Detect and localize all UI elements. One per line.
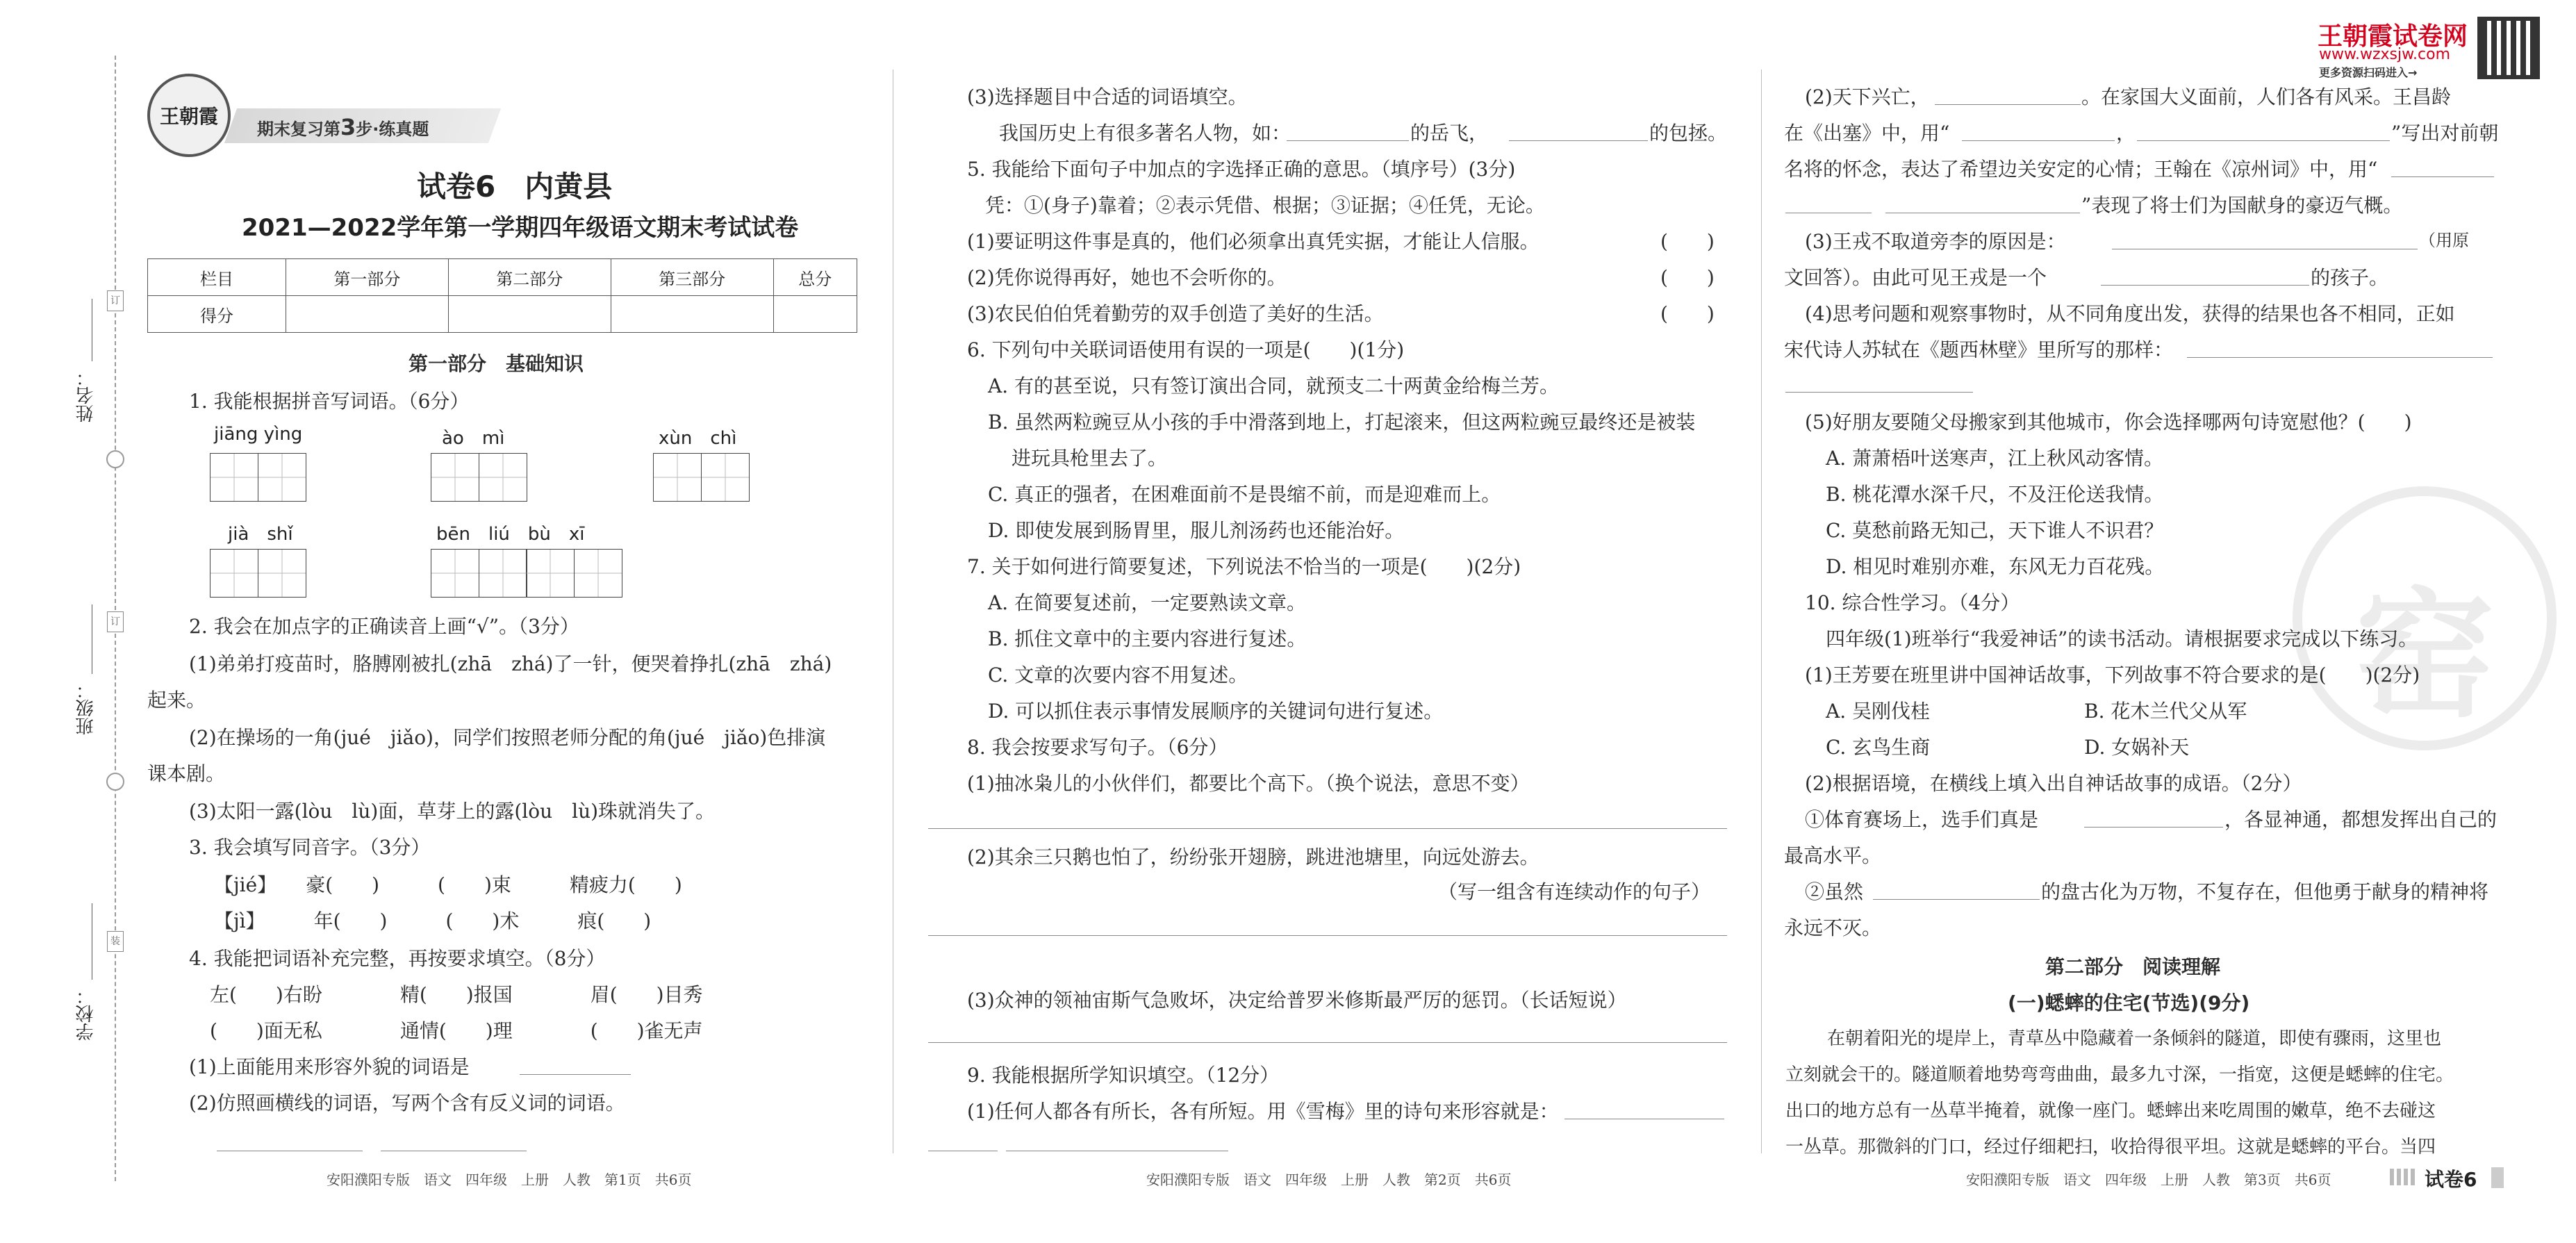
pinyin-label: bēn liú bù xī [436,524,585,545]
page2-line: (1)任何人都各有所长，各有所短。用《雪梅》里的诗句来形容就是： [967,1100,1559,1123]
page2-footer: 安阳濮阳专版 语文 四年级 上册 人教 第2页 共6页 [1146,1171,1512,1188]
page2-line: A. 在简要复述前，一定要熟读文章。 [988,591,1307,614]
page3-line: 四年级(1)班举行“我爱神话”的读书活动。请根据要求完成以下练习。 [1826,627,2418,650]
writing-grid[interactable] [653,453,748,502]
page3-line: 10. 综合性学习。（4分） [1805,591,2020,614]
page3-line: (2)天下兴亡， [1805,85,1930,108]
page3-line: 文回答）。由此可见王戎是一个 [1784,266,2047,289]
test-tag-bar [2491,1167,2504,1188]
page1-line: 起来。 [147,689,206,711]
writing-grid[interactable] [431,453,526,502]
page3-line: 永远不灭。 [1784,916,1882,939]
page2-line: 7. 关于如何进行简要复述，下列说法不恰当的一项是( )(2分) [967,555,1521,578]
score-cell[interactable] [448,296,611,333]
page3-line: 的孩子。 [2311,266,2389,289]
column-divider [1761,69,1762,1153]
page2-line: 凭：①(身子)靠着；②表示凭借、根据；③证据；④任凭，无论。 [985,194,1545,217]
page3-line: ②虽然 [1805,880,1864,903]
score-cell[interactable] [773,296,857,333]
page1-line: 3. 我会填写同音字。（3分） [189,836,431,859]
score-header: 总分 [773,259,857,296]
page2-line: A. 有的甚至说，只有签订演出合同，就预支二十两黄金给梅兰芳。 [988,374,1560,397]
binding-hole-icon [106,450,124,468]
page2-line: 进玩具枪里去了。 [1012,447,1168,470]
page1-line: 2. 我会在加点字的正确读音上画“√”。（3分） [189,615,579,638]
class-label: 班级： [76,681,97,735]
page2-line: 8. 我会按要求写句子。（6分） [967,736,1228,759]
page2-line: 5. 我能给下面句子中加点的字选择正确的意思。（填序号）(3分) [967,158,1516,181]
page2-line: 的包拯。 [1649,122,1728,145]
reading-title: (一)蟋蟀的住宅(节选)(9分) [2008,991,2250,1014]
page3-line: (5)好朋友要随父母搬家到其他城市，你会选择哪两句诗宽慰他？( ) [1805,411,2412,434]
binding-mark: 装 [107,931,124,952]
page3-line: C. 玄鸟生商 [1826,736,1931,759]
page1-line: 左( )右盼 精( )报国 眉( )目秀 [210,983,703,1006]
brand-badge [147,74,231,157]
page3-line: 名将的怀念，表达了希望边关安定的心情；王翰在《凉州词》中，用“ [1784,158,2378,181]
page3-line: (4)思考问题和观察事物时，从不同角度出发，获得的结果也各不相同，正如 [1805,302,2455,325]
watermark-seal [2293,486,2557,750]
name-label: 姓名： [76,368,97,422]
step-banner-text: 期末复习第3步·练真题 [257,114,429,140]
binding-hole-icon [106,773,124,791]
answer-line[interactable] [1962,140,2115,141]
page1-line: (2)在操场的一角(jué jiǎo)，同学们按照老师分配的角(jué jiǎo)色排演 [189,726,826,749]
page2-line: D. 即使发展到肠胃里，服儿剂汤药也还能治好。 [988,519,1405,542]
page3-line: 。在家国大义面前，人们各有风采。王昌龄 [2081,85,2452,108]
part1-title: 第一部分 基础知识 [408,352,584,375]
page2-line: 我国历史上有很多著名人物，如： [999,122,1291,145]
score-header: 栏目 [148,259,286,296]
page3-line: B. 桃花潭水深千尺，不及汪伦送我情。 [1826,483,2164,506]
page3-line: C. 莫愁前路无知己，天下谁人不识君？ [1826,519,2164,542]
pinyin-label: jià shǐ [228,524,293,545]
page2-line: (1)抽冰枭儿的小伙伴们，都要比个高下。（换个说法，意思不变） [967,772,1530,795]
page3-line: ， [2116,122,2136,145]
page3-line: (1)王芳要在班里讲中国神话故事，下列故事不符合要求的是( )(2分) [1805,664,2420,686]
page3-line: 在朝着阳光的堤岸上，青草丛中隐藏着一条倾斜的隧道，即使有骤雨，这里也 [1827,1028,2442,1049]
page3-line: D. 女娲补天 [2084,736,2190,759]
page3-line: (3)王戎不取道旁李的原因是： [1805,230,2066,253]
binding-mark: 订 [107,290,124,311]
answer-line[interactable] [1935,104,2081,105]
page2-line: D. 可以抓住表示事情发展顺序的关键词句进行复述。 [988,700,1444,723]
binding-mark: 订 [107,611,124,632]
page1-line: 4. 我能把词语补充完整，再按要求填空。（8分） [189,947,606,970]
page3-line: ①体育赛场上，选手们真是 [1805,808,2039,831]
page3-line: 一丛草。那微斜的门口，经过仔细耙扫，收拾得很平坦。这就是蟋蟀的平台。当四 [1785,1137,2436,1158]
pinyin-label: ào mì [442,428,505,449]
brand-badge-text: 王朝霞 [159,105,218,128]
writing-grid[interactable] [210,453,305,502]
answer-line[interactable] [520,1074,631,1075]
page1-line: (1)弟弟打疫苗时，胳膊刚被扎(zhā zhá)了一针，便哭着挣扎(zhā zhá) [189,652,832,675]
page3-line: A. 吴刚伐桂 [1826,700,1931,723]
qr-code-icon[interactable] [2477,17,2540,79]
page2-line: (2)其余三只鹅也怕了，纷纷张开翅膀，跳进池塘里，向远处游去。 [967,846,1539,869]
answer-line[interactable] [2187,357,2493,358]
page3-line: 宋代诗人苏轼在《题西林壁》里所写的那样： [1784,338,2174,361]
question-1: 1. 我能根据拼音写词语。（6分） [189,390,470,413]
watermark-text: 窑 [2354,575,2494,737]
page3-line: B. 花木兰代父从军 [2084,700,2247,723]
answer-line[interactable] [1509,140,1648,141]
page3-line: 立刻就会干的。隧道顺着地势弯弯曲曲，最多九寸深，一指宽，这便是蟋蟀的住宅。 [1785,1064,2454,1085]
answer-line[interactable] [928,828,1727,829]
answer-line[interactable] [1873,899,2040,900]
page2-line: 9. 我能根据所学知识填空。（12分） [967,1064,1280,1087]
test-number-tag: 试卷6 [2425,1168,2477,1191]
page2-line: C. 文章的次要内容不用复述。 [988,664,1248,686]
answer-line[interactable] [2391,176,2494,177]
school-label: 学校： [76,987,97,1041]
page3-footer: 安阳濮阳专版 语文 四年级 上册 人教 第3页 共6页 [1966,1171,2331,1188]
page3-line: （用原 [2419,231,2469,250]
answer-line[interactable] [928,935,1727,936]
writing-grid[interactable] [431,549,621,598]
score-row-label: 得分 [148,296,286,333]
page2-line: 6. 下列句中关联词语使用有误的一项是( )(1分) [967,338,1405,361]
page1-line: ( )面无私 通情( )理 ( )雀无声 [210,1019,703,1042]
test-title: 试卷6 内黄县 [417,170,613,204]
score-header: 第三部分 [611,259,773,296]
page3-line: 出口的地方总有一丛草半掩着，就像一座门。蟋蟀出来吃周围的嫩草，绝不去碰这 [1785,1101,2436,1121]
answer-line[interactable] [2137,140,2390,141]
answer-paren[interactable]: ( ) [1660,230,1715,253]
page3-line: 最高水平。 [1784,844,1882,867]
score-cell[interactable] [286,296,449,333]
pinyin-label: jiāng yìng [214,424,303,445]
page3-line: 的盘古化为万物，不复存在，但他勇于献身的精神将 [2041,880,2489,903]
page3-line: ”表现了将士们为国献身的豪迈气概。 [2081,194,2403,217]
answer-line[interactable] [2084,827,2223,828]
page1-line: 课本剧。 [147,762,226,785]
page2-line: 的岳飞， [1410,122,1489,145]
writing-grid[interactable] [210,549,305,598]
page2-line: (3)众神的领袖宙斯气急败坏，决定给普罗米修斯最严厉的惩罚。（长话短说） [967,989,1627,1012]
page3-line: D. 相见时难别亦难，东风无力百花残。 [1826,555,2165,578]
page2-line: B. 抓住文章中的主要内容进行复述。 [988,627,1307,650]
answer-line[interactable] [1785,392,1973,393]
page3-line: ，各显神通，都想发挥出自己的 [2224,808,2497,831]
answer-paren[interactable]: ( ) [1660,302,1715,325]
answer-paren[interactable]: ( ) [1660,266,1715,289]
page3-line: (2)根据语境，在横线上填入出自神话故事的成语。（2分） [1805,772,2302,795]
page2-line: B. 虽然两粒豌豆从小孩的手中滑落到地上，打起滚来，但这两粒豌豆最终还是被装 [988,411,1696,434]
score-cell[interactable] [611,296,773,333]
page3-line: 在《出塞》中，用“ [1784,122,1950,145]
answer-line[interactable] [2101,285,2309,286]
page2-line: C. 真正的强者，在困难面前不是畏缩不前，而是迎难而上。 [988,483,1501,506]
page1-footer: 安阳濮阳专版 语文 四年级 上册 人教 第1页 共6页 [327,1171,692,1188]
page3-line: ”写出对前朝 [2391,122,2499,145]
pinyin-label: xùn chì [659,428,737,449]
page3-line: A. 萧萧梧叶送寒声，江上秋风动客情。 [1826,447,2164,470]
corner-url: www.wzxsjw.com [2319,46,2451,63]
page1-line: (2)仿照画横线的词语，写两个含有反义词的词语。 [189,1092,625,1114]
score-header: 第二部分 [448,259,611,296]
page2-line: (2)凭你说得再好，她也不会听你的。 [967,266,1287,289]
page1-line: (1)上面能用来形容外貌的词语是 [189,1055,470,1078]
page2-line: (1)要证明这件事是真的，他们必须拿出真凭实据，才能让人信服。 [967,230,1539,253]
part2-title: 第二部分 阅读理解 [2045,955,2221,978]
score-header: 第一部分 [286,259,449,296]
score-table [147,258,857,333]
page1-line: 【jì】 年( ) ( )术 痕( ) [214,909,652,932]
page1-line: 【jié】 豪( ) ( )束 精疲力( ) [214,873,682,896]
page2-line: (3)选择题目中合适的词语填空。 [967,85,1248,108]
answer-line[interactable] [1287,140,1409,141]
page1-line: (3)太阳一露(lòu lù)面，草芽上的露(lòu lù)珠就消失了。 [189,800,716,823]
page2-line: (3)农民伯伯凭着勤劳的双手创造了美好的生活。 [967,302,1384,325]
corner-note: 更多资源扫码进入→ [2319,66,2418,79]
answer-line[interactable] [928,1042,1727,1043]
corner-brand: 王朝霞试卷网 [2318,22,2468,51]
page2-line: （写一组含有连续动作的句子） [1438,880,1711,903]
dot-ornament-icon [2390,1169,2418,1185]
test-subtitle: 2021—2022学年第一学期四年级语文期末考试试卷 [242,214,799,242]
